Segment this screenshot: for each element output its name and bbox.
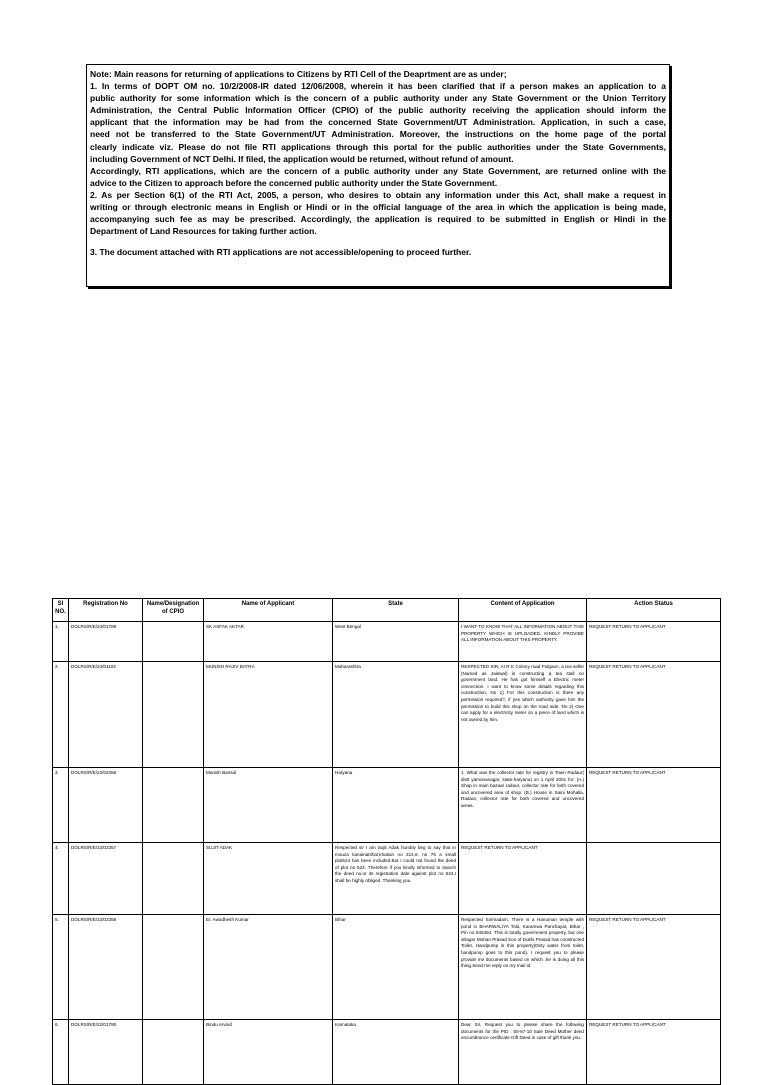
cell-content: 1. What was the collector rate for registry in Town Radaur( distt yamunanagar, state-haryana) on 1 April 2001 for: (A.) Shop in main bazaar radaur, collector rate for both covered and uncovered area of shop. (B.) House in Saini Mohalla, Radaur, collector rate for both covered and uncovered areas. [459, 768, 587, 843]
cell-registration-no: DOLRS/R/E/22/02356 [69, 768, 143, 843]
note-line: applicant that the information may be had from the concerned State Government/UT Administration. Application, in such a case, [90, 117, 666, 128]
note-line: public authority for some information which is the concern of a public authority under any State Government or the Union Territory [90, 93, 666, 104]
cell-content: Dear Sir, Request you to please share the following documents for the PID : 50-67-10 Sale Deed Mother deed encumbrance certificate Gift Deed in case of gift thank you. [459, 1020, 587, 1085]
note-line: Department of Land Resources for taking further action. [90, 226, 317, 237]
note-line: writing or through electronic means in English or Hindi or in the official language of the area in which the application is being made, [90, 202, 666, 213]
cell-cpio [143, 768, 204, 843]
header-applicant: Name of Applicant [204, 599, 333, 622]
cell-registration-no: DOLRS/R/E/22/01790 [69, 1020, 143, 1085]
header-state: State [333, 599, 459, 622]
cell-sl-no: 3. [53, 768, 69, 843]
note-line: Accordingly, RTI applications, which are the concern of a public authority under any State Government, are returned online with the [90, 165, 666, 176]
header-action-status: Action Status [587, 599, 721, 622]
note-line: clearly indicate viz. Please do not file RTI applications through this portal for the public authorities under the State Governments, [90, 141, 666, 152]
cell-content: I WANT TO KNOW THAT ALL INFORMATION ABOUT THIS PROPERTY WHICH IS UPLOADED. KINDLY PROVIDE ALL INFORMATION ABOUT THIS PROPERTY. [459, 622, 587, 662]
cell-applicant: SK ASFAK AKTAR [204, 622, 333, 662]
cell-registration-no: DOLRS/R/E/22/02357 [69, 843, 143, 915]
table-row [53, 1020, 721, 1085]
header-sl-no: Sl NO. [53, 599, 69, 622]
note-line: Note: Main reasons for returning of applications to Citizens by RTI Cell of the Deaprtment are as under; [90, 69, 507, 79]
cell-cpio [143, 1020, 204, 1085]
header-registration-no: Registration No [69, 599, 143, 622]
table-row [53, 662, 721, 768]
cell-sl-no: 6. [53, 1020, 69, 1085]
cell-applicant: SUJIT ADAK [204, 843, 333, 915]
cell-state: Maharashtra [333, 662, 459, 768]
cell-cpio [143, 622, 204, 662]
cell-action-status: REQUEST RETURN TO APPLICANT [587, 915, 721, 1020]
cell-applicant: Bindu Arvind [204, 1020, 333, 1085]
cell-state: West Bengal [333, 622, 459, 662]
cell-registration-no: DOLRS/R/E/22/01788 [69, 622, 143, 662]
cell-content: REQUEST RETURN TO APPLICANT [459, 843, 587, 915]
applications-table [52, 598, 721, 1085]
table-header-row [53, 599, 721, 622]
cell-cpio [143, 843, 204, 915]
table-row [53, 768, 721, 843]
cell-state: Bihar [333, 915, 459, 1020]
cell-state: Haryana [333, 768, 459, 843]
cell-sl-no: 4. [53, 843, 69, 915]
cell-action-status: REQUEST RETURN TO APPLICANT [587, 768, 721, 843]
cell-action-status: REQUEST RETURN TO APPLICANT [587, 622, 721, 662]
cell-state: Respected sir I am Sujit Adak humbly beg to say that in mouza kanainatshal,khatian no 314,8, no 76 a small plot524 has been included.But I could not found the deed of plot no 524. Therefore if you kindly informed to search the deed no.or its registration date against plot no 524,I shall be highly obliged. Thanking you. [333, 843, 459, 915]
note-line: 1. In terms of DOPT OM no. 10/2/2008-IR dated 12/06/2008, wherein it has been clarified that if a person makes an application to a [90, 81, 666, 92]
cell-cpio [143, 915, 204, 1020]
note-line: Administration, the Central Public Information Officer (CPIO) of the public authority receiving the application should inform the [90, 105, 666, 116]
cell-registration-no: DOLRS/R/E/22/01104 [69, 662, 143, 768]
cell-applicant: Manish Bansal [204, 768, 333, 843]
note-line: advice to the Citizen to approach before the concerned public authority under the State Government. [90, 177, 498, 188]
note-line: need not be transferred to the State Government/UT Administration. Moreover, the instructions on the home page of the portal [90, 129, 666, 140]
cell-sl-no: 5. [53, 915, 69, 1020]
cell-state: Karnataka [333, 1020, 459, 1085]
note-line: including Government of NCT Delhi. If filed, the application would be returned, without refund of amount. [90, 153, 514, 164]
cell-sl-no: 1. [53, 622, 69, 662]
note-box [86, 64, 670, 287]
header-cpio: Name/Designation of CPIO [143, 599, 204, 622]
table-row [53, 843, 721, 915]
header-content: Content of Application [459, 599, 587, 622]
cell-cpio [143, 662, 204, 768]
cell-applicant: Er. Awadhesh Kumar [204, 915, 333, 1020]
note-line: 3. The document attached with RTI applications are not accessible/opening to proceed further. [90, 247, 472, 258]
cell-content: RESPECTED SIR, At R K Colony road Pulgaon, a tea seller (Named as Jaiswal) is constructing a tea stall on government land. He has got himself a Electric meter connection. I want to know some details regarding this construction. No 1) For this construction is there any permission required?, if yes which authority gave him the permission to build this shop on the road side. No 2) One can apply for a electricity meter on a piece of land which is not owned by him. [459, 662, 587, 768]
note-line: 2. As per Section 6(1) of the RTI Act, 2005, a person, who desires to obtain any information under this Act, shall make a request in [90, 189, 666, 200]
cell-sl-no: 2. [53, 662, 69, 768]
cell-action-status: REQUEST RETURN TO APPLICANT [587, 1020, 721, 1085]
cell-action-status [587, 843, 721, 915]
cell-applicant: MUNISH RAJIV BATRA [204, 662, 333, 768]
note-gap [90, 237, 666, 246]
table-row [53, 622, 721, 662]
cell-registration-no: DOLRS/R/E/22/02358 [69, 915, 143, 1020]
cell-content: Respected Sir/madam, There is a Hanuman temple with pond in BHARWALIYA Tola, Karamwa Panchayat, Bihar , Pin no 845454. This is totally government property, but one villager Mohan Prasad Son of Dukhi Prasad has constructed Toilet, Handpump in this property(Dirty water from toilet, handpump goes to this pond). I request you to please provide me documents based on which ,he is doing all this thing.Send me reply on my mail id. [459, 915, 587, 1020]
cell-action-status: REQUEST RETURN TO APPLICANT [587, 662, 721, 768]
note-line: accompanying such fee as may be prescribed. Accordingly, the application is required to be submitted in English or Hindi in the [90, 214, 666, 225]
table-row [53, 915, 721, 1020]
